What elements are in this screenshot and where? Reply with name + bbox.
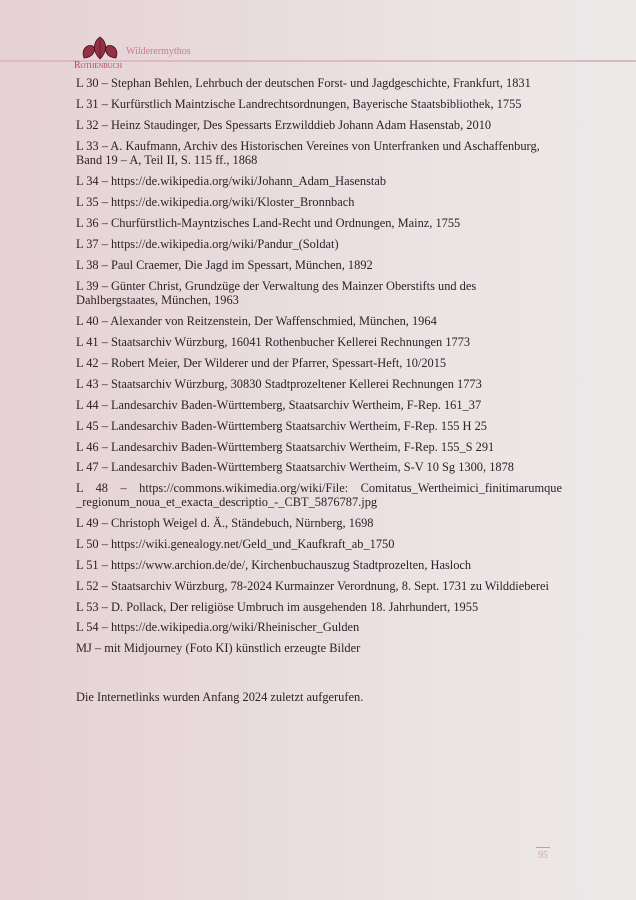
reference-entry: L 31 – Kurfürstlich Maintzische Landrechtsordnungen, Bayerische Staatsbibliothek, 1755	[76, 97, 522, 111]
reference-entry: L 35 – https://de.wikipedia.org/wiki/Kloster_Bronnbach	[76, 195, 355, 209]
reference-entry-line: L 39 – Günter Christ, Grundzüge der Verwaltung des Mainzer Oberstifts und des	[76, 279, 477, 293]
reference-entry: L 52 – Staatsarchiv Würzburg, 78-2024 Kurmainzer Verordnung, 8. Sept. 1731 zu Wilddieberei	[76, 579, 549, 593]
reference-entry: L 37 – https://de.wikipedia.org/wiki/Pandur_(Soldat)	[76, 237, 339, 251]
logo-wordmark: Rothenbuch	[74, 60, 122, 71]
reference-entry	[76, 279, 562, 307]
rothenbuch-logo	[74, 36, 128, 72]
reference-entry	[76, 481, 562, 509]
reference-entry: L 50 – https://wiki.genealogy.net/Geld_und_Kaufkraft_ab_1750	[76, 537, 395, 551]
reference-entry	[76, 139, 562, 167]
reference-entry: L 44 – Landesarchiv Baden-Württemberg, Staatsarchiv Wertheim, F-Rep. 161_37	[76, 398, 482, 412]
page-number: 95	[538, 850, 548, 861]
reference-entry-line: Band 19 – A, Teil II, S. 115 ff., 1868	[76, 153, 258, 167]
reference-entry: L 30 – Stephan Behlen, Lehrbuch der deutschen Forst- und Jagdgeschichte, Frankfurt, 1831	[76, 76, 531, 90]
access-note: Die Internetlinks wurden Anfang 2024 zuletzt aufgerufen.	[76, 690, 364, 704]
reference-entry-line: _regionum_noua_et_exacta_descriptio_-_CBT_5876787.jpg	[76, 495, 378, 509]
reference-entry: L 54 – https://de.wikipedia.org/wiki/Rheinischer_Gulden	[76, 620, 360, 634]
reference-entry: L 51 – https://www.archion.de/de/, Kirchenbuchauszug Stadtprozelten, Hasloch	[76, 558, 472, 572]
reference-entry: L 53 – D. Pollack, Der religiöse Umbruch im ausgehenden 18. Jahrhundert, 1955	[76, 600, 479, 614]
reference-entry: L 47 – Landesarchiv Baden-Württemberg Staatsarchiv Wertheim, S-V 10 Sg 1300, 1878	[76, 460, 514, 474]
reference-entry: L 46 – Landesarchiv Baden-Württemberg Staatsarchiv Wertheim, F-Rep. 155_S 291	[76, 440, 495, 454]
reference-entry-line: L 48 – https://commons.wikimedia.org/wiki/File: Comitatus_Wertheimici_finitimarumque	[76, 481, 562, 495]
reference-entry: L 38 – Paul Craemer, Die Jagd im Spessart, München, 1892	[76, 258, 373, 272]
reference-entry: L 49 – Christoph Weigel d. Ä., Ständebuch, Nürnberg, 1698	[76, 516, 374, 530]
reference-entry: L 42 – Robert Meier, Der Wilderer und der Pfarrer, Spessart-Heft, 10/2015	[76, 356, 447, 370]
reference-entry-line: L 33 – A. Kaufmann, Archiv des Historischen Vereines von Unterfranken und Aschaffenburg,	[76, 139, 540, 153]
reference-entry: L 40 – Alexander von Reitzenstein, Der Waffenschmied, München, 1964	[76, 314, 437, 328]
page-number-rule	[536, 847, 550, 848]
running-header-title: Wilderermythos	[126, 46, 191, 57]
reference-entry: L 36 – Churfürstlich-Mayntzisches Land-Recht und Ordnungen, Mainz, 1755	[76, 216, 461, 230]
reference-entry: L 45 – Landesarchiv Baden-Württemberg Staatsarchiv Wertheim, F-Rep. 155 H 25	[76, 419, 487, 433]
reference-entry: L 34 – https://de.wikipedia.org/wiki/Johann_Adam_Hasenstab	[76, 174, 387, 188]
reference-entry: L 43 – Staatsarchiv Würzburg, 30830 Stadtprozeltener Kellerei Rechnungen 1773	[76, 377, 482, 391]
leaves-icon	[80, 36, 120, 62]
reference-entry-line: Dahlbergstaates, München, 1963	[76, 293, 239, 307]
reference-entry: L 32 – Heinz Staudinger, Des Spessarts Erzwilddieb Johann Adam Hasenstab, 2010	[76, 118, 492, 132]
reference-entry: L 41 – Staatsarchiv Würzburg, 16041 Rothenbucher Kellerei Rechnungen 1773	[76, 335, 471, 349]
reference-entry: MJ – mit Midjourney (Foto KI) künstlich erzeugte Bilder	[76, 641, 361, 655]
